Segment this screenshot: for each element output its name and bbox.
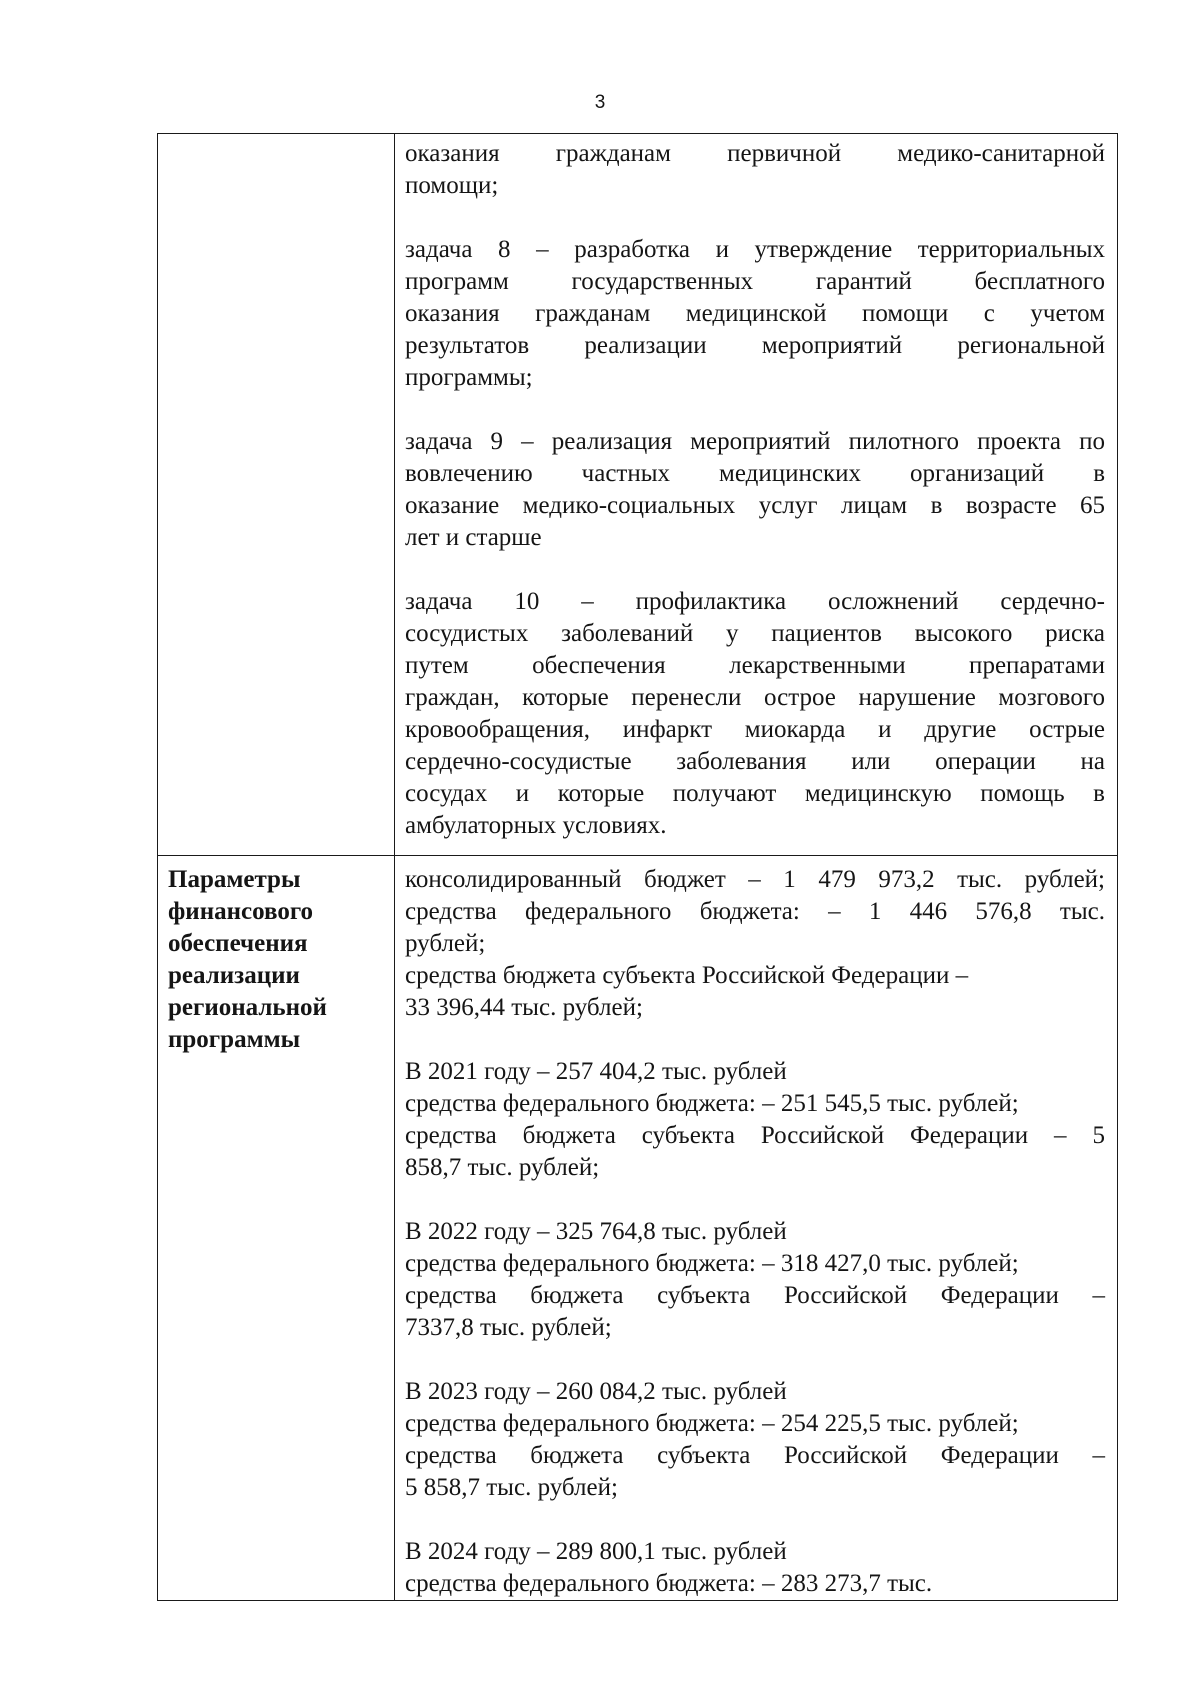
text-line: рублей; <box>405 930 486 957</box>
finance-2021-paragraph <box>405 1056 1105 1184</box>
heading-line: обеспечения <box>168 930 308 957</box>
text-line: лет и старше <box>405 524 542 551</box>
heading-line: региональной <box>168 994 327 1021</box>
text-line: вовлечению частных медицинских организаций в <box>405 460 1105 487</box>
text-line: 5 858,7 тыс. рублей; <box>405 1474 618 1501</box>
text-line: средства федерального бюджета: – 251 545,5 тыс. рублей; <box>405 1090 1019 1117</box>
text-line: В 2022 году – 325 764,8 тыс. рублей <box>405 1218 787 1245</box>
finance-row <box>158 856 1118 1601</box>
text-line: помощи; <box>405 172 499 199</box>
task-9-paragraph <box>405 426 1105 554</box>
heading-line: финансового <box>168 898 314 925</box>
text-line: программы; <box>405 364 533 391</box>
heading-line: Параметры <box>168 866 301 893</box>
text-line: сердечно-сосудистые заболевания или операции на <box>405 748 1105 775</box>
text-line: В 2024 году – 289 800,1 тыс. рублей <box>405 1538 787 1565</box>
text-line: кровообращения, инфаркт миокарда и другие острые <box>405 716 1105 743</box>
text-line: оказание медико-социальных услуг лицам в возрасте 65 <box>405 492 1105 519</box>
finance-2023-paragraph <box>405 1376 1105 1504</box>
finance-total-paragraph <box>405 864 1105 1024</box>
text-line: В 2023 году – 260 084,2 тыс. рублей <box>405 1378 787 1405</box>
finance-2024-paragraph <box>405 1536 1105 1600</box>
finance-2022-paragraph <box>405 1216 1105 1344</box>
text-line: сосудах и которые получают медицинскую помощь в <box>405 780 1105 807</box>
text-line: средства бюджета субъекта Российской Федерации – <box>405 1282 1105 1309</box>
program-passport-table <box>157 133 1118 1601</box>
finance-values-cell <box>395 856 1118 1601</box>
text-line: задача 8 – разработка и утверждение территориальных <box>405 236 1105 263</box>
text-line: граждан, которые перенесли острое нарушение мозгового <box>405 684 1105 711</box>
task-10-paragraph <box>405 586 1105 842</box>
text-line: средства федерального бюджета: – 318 427,0 тыс. рублей; <box>405 1250 1019 1277</box>
tasks-left-cell <box>158 134 395 856</box>
finance-heading-cell <box>158 856 395 1601</box>
text-line: оказания гражданам первичной медико-санитарной <box>405 140 1105 167</box>
text-line: 33 396,44 тыс. рублей; <box>405 994 643 1021</box>
text-line: средства бюджета субъекта Российской Федерации – <box>405 962 969 989</box>
text-line: задача 10 – профилактика осложнений сердечно- <box>405 588 1105 615</box>
task-8-paragraph <box>405 234 1105 394</box>
text-line: амбулаторных условиях. <box>405 812 667 839</box>
text-line: средства федерального бюджета: – 1 446 576,8 тыс. <box>405 898 1105 925</box>
text-line: средства бюджета субъекта Российской Федерации – 5 <box>405 1122 1105 1149</box>
text-line: средства федерального бюджета: – 283 273,7 тыс. <box>405 1570 933 1597</box>
text-line: оказания гражданам медицинской помощи с учетом <box>405 300 1105 327</box>
text-line: результатов реализации мероприятий региональной <box>405 332 1105 359</box>
text-line: средства федерального бюджета: – 254 225,5 тыс. рублей; <box>405 1410 1019 1437</box>
heading-line: программы <box>168 1026 301 1053</box>
page-number: 3 <box>594 92 606 113</box>
tasks-right-cell <box>395 134 1118 856</box>
finance-heading <box>158 856 394 1056</box>
text-line: консолидированный бюджет – 1 479 973,2 тыс. рублей; <box>405 866 1105 893</box>
text-line: 858,7 тыс. рублей; <box>405 1154 600 1181</box>
tasks-intro-paragraph <box>405 138 1105 202</box>
text-line: сосудистых заболеваний у пациентов высокого риска <box>405 620 1105 647</box>
text-line: программ государственных гарантий бесплатного <box>405 268 1105 295</box>
heading-line: реализации <box>168 962 300 989</box>
text-line: средства бюджета субъекта Российской Федерации – <box>405 1442 1105 1469</box>
tasks-row <box>158 134 1118 856</box>
text-line: В 2021 году – 257 404,2 тыс. рублей <box>405 1058 787 1085</box>
text-line: задача 9 – реализация мероприятий пилотного проекта по <box>405 428 1105 455</box>
text-line: 7337,8 тыс. рублей; <box>405 1314 612 1341</box>
text-line: путем обеспечения лекарственными препаратами <box>405 652 1105 679</box>
